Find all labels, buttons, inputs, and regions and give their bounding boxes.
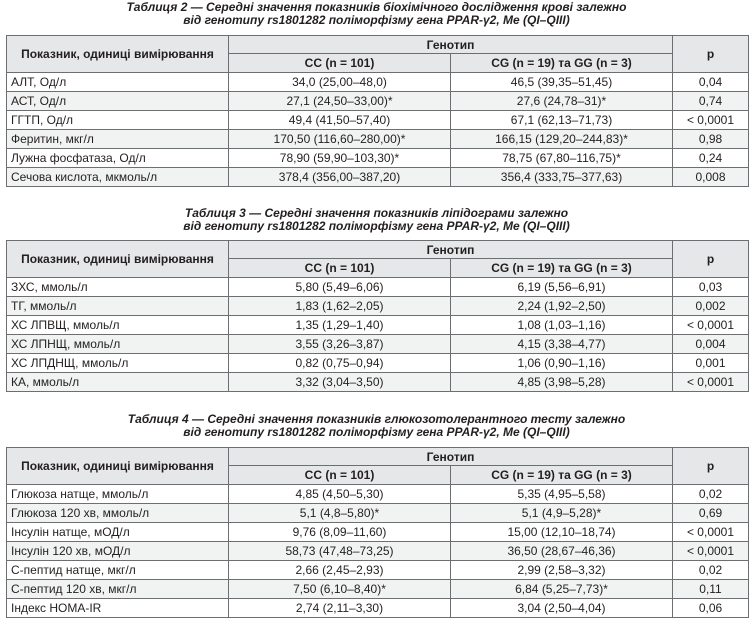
cg-value: 15,00 (12,10–18,74) [451, 523, 673, 542]
cc-value: 4,85 (4,50–5,30) [229, 485, 451, 504]
table-4 [6, 447, 749, 618]
p-header: p [673, 241, 749, 278]
p-value: 0,06 [673, 599, 749, 618]
row-label: АСТ, Од/л [7, 92, 229, 111]
cc-value: 3,32 (3,04–3,50) [229, 373, 451, 392]
table-3-caption-line1: Таблиця 3 — Середні значення показників ліпідограми залежно [184, 206, 569, 220]
table-2-caption-line2: від генотипу rs1801282 поліморфізму гена PPAR-γ2, Me (QI–QIII) [183, 13, 570, 27]
table-2-caption-line1: Таблиця 2 — Середні значення показників біохімічного дослідження крові залежно [126, 0, 627, 14]
row-label: Інсулін 120 хв, мОД/л [7, 542, 229, 561]
table-2-caption [0, 1, 753, 27]
p-value: 0,24 [673, 149, 749, 168]
cc-value: 49,4 (41,50–57,40) [229, 111, 451, 130]
table-row [7, 278, 749, 297]
table-2 [6, 35, 749, 187]
cg-value: 6,19 (5,56–6,91) [451, 278, 673, 297]
p-value: 0,02 [673, 485, 749, 504]
row-label: С-пептид натще, мкг/л [7, 561, 229, 580]
p-value: 0,004 [673, 335, 749, 354]
row-label: ХС ЛПВЩ, ммоль/л [7, 316, 229, 335]
row-label: Глюкоза 120 хв, ммоль/л [7, 504, 229, 523]
indicator-header: Показник, одиниці вимірювання [7, 36, 229, 73]
cc-header: CC (n = 101) [229, 54, 451, 73]
cg-header: CG (n = 19) та GG (n = 3) [451, 466, 673, 485]
cc-header: CC (n = 101) [229, 259, 451, 278]
table-row [7, 561, 749, 580]
cc-value: 7,50 (6,10–8,40)* [229, 580, 451, 599]
cc-value: 2,74 (2,11–3,30) [229, 599, 451, 618]
cc-value: 58,73 (47,48–73,25) [229, 542, 451, 561]
table-row [7, 316, 749, 335]
p-value: 0,002 [673, 297, 749, 316]
cc-value: 5,1 (4,8–5,80)* [229, 504, 451, 523]
table-row [7, 580, 749, 599]
row-label: Глюкоза натще, ммоль/л [7, 485, 229, 504]
table-row [7, 335, 749, 354]
row-label: ХС ЛПДНЩ, ммоль/л [7, 354, 229, 373]
row-label: С-пептид 120 хв, мкг/л [7, 580, 229, 599]
indicator-header: Показник, одиниці вимірювання [7, 241, 229, 278]
cg-value: 2,24 (1,92–2,50) [451, 297, 673, 316]
p-value: 0,69 [673, 504, 749, 523]
row-label: Лужна фосфатаза, Од/л [7, 149, 229, 168]
cg-value: 46,5 (39,35–51,45) [451, 73, 673, 92]
table-4-caption [0, 413, 753, 439]
p-value: 0,001 [673, 354, 749, 373]
cg-header: CG (n = 19) та GG (n = 3) [451, 54, 673, 73]
row-label: ХС ЛПНЩ, ммоль/л [7, 335, 229, 354]
cg-value: 36,50 (28,67–46,36) [451, 542, 673, 561]
table-row [7, 599, 749, 618]
p-header: p [673, 36, 749, 73]
table-row [7, 297, 749, 316]
p-header: p [673, 448, 749, 485]
cc-value: 378,4 (356,00–387,20) [229, 168, 451, 187]
cc-value: 9,76 (8,09–11,60) [229, 523, 451, 542]
cg-value: 27,6 (24,78–31)* [451, 92, 673, 111]
indicator-header: Показник, одиниці вимірювання [7, 448, 229, 485]
cc-value: 1,35 (1,29–1,40) [229, 316, 451, 335]
cg-value: 4,15 (3,38–4,77) [451, 335, 673, 354]
cg-value: 3,04 (2,50–4,04) [451, 599, 673, 618]
cc-header: CC (n = 101) [229, 466, 451, 485]
table-3-caption-line2: від генотипу rs1801282 поліморфізму гена PPAR-γ2, Me (QI–QIII) [183, 219, 570, 233]
cc-value: 34,0 (25,00–48,0) [229, 73, 451, 92]
cg-value: 4,85 (3,98–5,28) [451, 373, 673, 392]
cc-value: 27,1 (24,50–33,00)* [229, 92, 451, 111]
p-value: 0,04 [673, 73, 749, 92]
p-value: < 0,0001 [673, 373, 749, 392]
row-label: ТГ, ммоль/л [7, 297, 229, 316]
table-row [7, 542, 749, 561]
cg-value: 5,1 (4,9–5,28)* [451, 504, 673, 523]
cg-value: 6,84 (5,25–7,73)* [451, 580, 673, 599]
table-row [7, 354, 749, 373]
cg-value: 166,15 (129,20–244,83)* [451, 130, 673, 149]
p-value: 0,98 [673, 130, 749, 149]
table-row [7, 168, 749, 187]
table-row [7, 485, 749, 504]
cc-value: 1,83 (1,62–2,05) [229, 297, 451, 316]
table-row [7, 111, 749, 130]
row-label: Індекс HOMA-IR [7, 599, 229, 618]
cg-value: 5,35 (4,95–5,58) [451, 485, 673, 504]
row-label: ГГТП, Од/л [7, 111, 229, 130]
table-3 [6, 240, 749, 392]
p-value: < 0,0001 [673, 523, 749, 542]
genotype-header: Генотип [229, 36, 673, 54]
table-row [7, 149, 749, 168]
p-value: < 0,0001 [673, 316, 749, 335]
p-value: 0,02 [673, 561, 749, 580]
cc-value: 3,55 (3,26–3,87) [229, 335, 451, 354]
row-label: Феритин, мкг/л [7, 130, 229, 149]
row-label: Інсулін натще, мОД/л [7, 523, 229, 542]
p-value: 0,03 [673, 278, 749, 297]
row-label: ЗХС, ммоль/л [7, 278, 229, 297]
p-value: 0,008 [673, 168, 749, 187]
cc-value: 170,50 (116,60–280,00)* [229, 130, 451, 149]
table-row [7, 523, 749, 542]
table-4-caption-line1: Таблиця 4 — Середні значення показників глюкозотолерантного тесту залежно [127, 412, 626, 426]
p-value: < 0,0001 [673, 111, 749, 130]
cg-value: 1,08 (1,03–1,16) [451, 316, 673, 335]
cg-value: 67,1 (62,13–71,73) [451, 111, 673, 130]
genotype-header: Генотип [229, 241, 673, 259]
cg-value: 1,06 (0,90–1,16) [451, 354, 673, 373]
cc-value: 5,80 (5,49–6,06) [229, 278, 451, 297]
row-label: КА, ммоль/л [7, 373, 229, 392]
cc-value: 78,90 (59,90–103,30)* [229, 149, 451, 168]
cg-value: 78,75 (67,80–116,75)* [451, 149, 673, 168]
p-value: < 0,0001 [673, 542, 749, 561]
table-row [7, 73, 749, 92]
table-4-caption-line2: від генотипу rs1801282 поліморфізму гена PPAR-γ2, Me (QI–QIII) [183, 425, 570, 439]
cg-value: 2,99 (2,58–3,32) [451, 561, 673, 580]
row-label: Сечова кислота, мкмоль/л [7, 168, 229, 187]
p-value: 0,74 [673, 92, 749, 111]
table-row [7, 373, 749, 392]
cg-header: CG (n = 19) та GG (n = 3) [451, 259, 673, 278]
row-label: АЛТ, Од/л [7, 73, 229, 92]
cg-value: 356,4 (333,75–377,63) [451, 168, 673, 187]
table-row [7, 92, 749, 111]
cc-value: 0,82 (0,75–0,94) [229, 354, 451, 373]
table-row [7, 504, 749, 523]
genotype-header: Генотип [229, 448, 673, 466]
p-value: 0,11 [673, 580, 749, 599]
cc-value: 2,66 (2,45–2,93) [229, 561, 451, 580]
table-row [7, 130, 749, 149]
table-3-caption [0, 207, 753, 233]
